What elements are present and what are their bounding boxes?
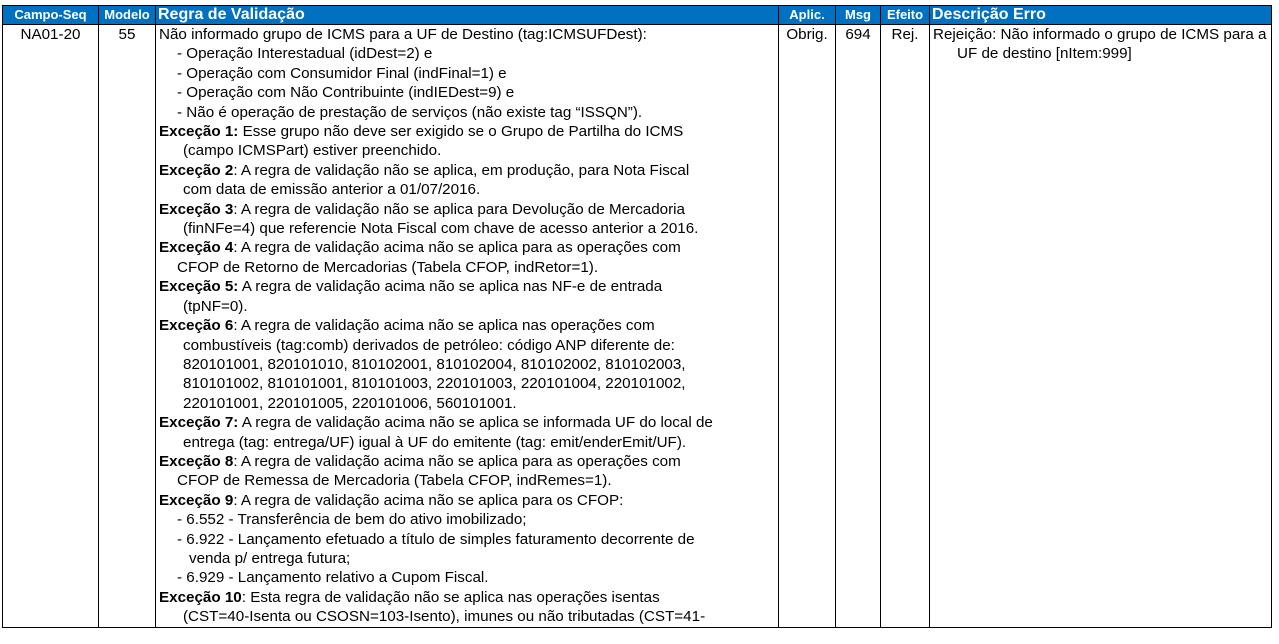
exception-text: 810101002, 810101001, 810101003, 220101003, 220101004, 220101002, [183, 375, 686, 393]
exception-10 [159, 588, 775, 607]
exception-text: entrega (tag: entrega/UF) igual à UF do emitente (tag: emit/enderEmit/UF). [183, 433, 687, 451]
exception-text: CFOP de Retorno de Mercadorias (Tabela CFOP, indRetor=1). [177, 258, 599, 276]
exception-text: (finNFe=4) que referencie Nota Fiscal com chave de acesso anterior a 2016. [183, 220, 699, 238]
exception-label: Exceção 4 [159, 239, 234, 257]
exception-5 [159, 277, 775, 296]
exception-text: : A regra de validação acima não se aplica para as operações com [233, 452, 681, 470]
exception-label: Exceção 7: [159, 414, 239, 432]
exception-label: Exceção 2 [159, 161, 234, 179]
cell-campo-seq: NA01-20 [3, 25, 99, 628]
exception-text: (campo ICMSPart) estiver preenchido. [183, 142, 442, 160]
exception-text: 820101001, 820101010, 810102001, 810102004, 810102002, 810102003, [183, 355, 686, 373]
cfop-item: - 6.929 - Lançamento relativo a Cupom Fiscal. [177, 569, 489, 587]
exception-label: Exceção 10 [159, 588, 242, 606]
exception-8 [159, 452, 775, 471]
exception-label: Exceção 6 [159, 317, 234, 335]
header-descricao: Descrição Erro [930, 6, 1272, 25]
validation-rules-table [2, 5, 1272, 628]
exception-2 [159, 161, 775, 180]
cfop-item: - 6.922 - Lançamento efetuado a título de simples faturamento decorrente de [177, 530, 695, 548]
header-efeito: Efeito [881, 6, 930, 25]
rule-intro: Não informado grupo de ICMS para a UF de Destino (tag:ICMSUFDest): [159, 26, 647, 43]
exception-label: Exceção 3 [159, 200, 234, 218]
exception-label: Exceção 5: [159, 278, 239, 296]
cell-modelo: 55 [99, 25, 156, 628]
table-header-row [3, 6, 1272, 25]
cell-msg: 694 [836, 25, 881, 628]
exception-4 [159, 238, 775, 257]
exception-text: : A regra de validação acima não se aplica para as operações com [233, 239, 681, 257]
exception-label: Exceção 9 [159, 491, 234, 509]
cell-aplic: Obrig. [779, 25, 836, 628]
exception-text: A regra de validação acima não se aplica se informada UF do local de [238, 414, 713, 432]
exception-text: (tpNF=0). [183, 297, 248, 315]
exception-text: : Esta regra de validação não se aplica nas operações isentas [241, 588, 660, 606]
exception-9 [159, 491, 775, 510]
cell-efeito: Rej. [881, 25, 930, 628]
exception-text: : A regra de validação não se aplica, em produção, para Nota Fiscal [233, 161, 690, 179]
table-row [3, 25, 1272, 628]
rule-condition: - Operação Interestadual (idDest=2) e [177, 45, 433, 63]
exception-text: : A regra de validação acima não se aplica para os CFOP: [233, 491, 624, 509]
exception-text: Esse grupo não deve ser exigido se o Grupo de Partilha do ICMS [238, 123, 684, 141]
exception-text: com data de emissão anterior a 01/07/2016. [183, 181, 481, 199]
header-regra: Regra de Validação [156, 6, 779, 25]
cfop-item: venda p/ entrega futura; [189, 549, 351, 567]
exception-text: (CST=40-Isenta ou CSOSN=103-Isento), imunes ou não tributadas (CST=41- [183, 608, 706, 626]
header-aplic: Aplic. [779, 6, 836, 25]
rule-condition: - Operação com Consumidor Final (indFinal=1) e [177, 64, 507, 82]
exception-1 [159, 122, 775, 141]
exception-text: : A regra de validação não se aplica para Devolução de Mercadoria [233, 200, 685, 218]
header-campo-seq: Campo-Seq [3, 6, 99, 25]
exception-text: : A regra de validação acima não se aplica nas operações com [233, 317, 655, 335]
rule-condition: - Operação com Não Contribuinte (indIEDest=9) e [177, 84, 515, 102]
exception-6 [159, 316, 775, 335]
exception-7 [159, 413, 775, 432]
exception-label: Exceção 1: [159, 123, 239, 141]
cfop-item: - 6.552 - Transferência de bem do ativo imobilizado; [177, 511, 527, 529]
exception-label: Exceção 8 [159, 452, 234, 470]
exception-text: A regra de validação acima não se aplica nas NF-e de entrada [238, 278, 663, 296]
cell-descricao [930, 25, 1272, 628]
exception-text: CFOP de Remessa de Mercadoria (Tabela CFOP, indRemes=1). [177, 472, 612, 490]
rule-condition: - Não é operação de prestação de serviços (não existe tag “ISSQN”). [177, 103, 643, 121]
exception-text: combustíveis (tag:comb) derivados de petróleo: código ANP diferente de: [183, 336, 675, 354]
exception-3 [159, 200, 775, 219]
header-modelo: Modelo [99, 6, 156, 25]
exception-text: 220101001, 220101005, 220101006, 560101001. [183, 394, 517, 412]
header-msg: Msg [836, 6, 881, 25]
cell-regra [156, 25, 779, 628]
error-description: Rejeição: Não informado o grupo de ICMS para a UF de destino [nItem:999] [933, 26, 1267, 63]
